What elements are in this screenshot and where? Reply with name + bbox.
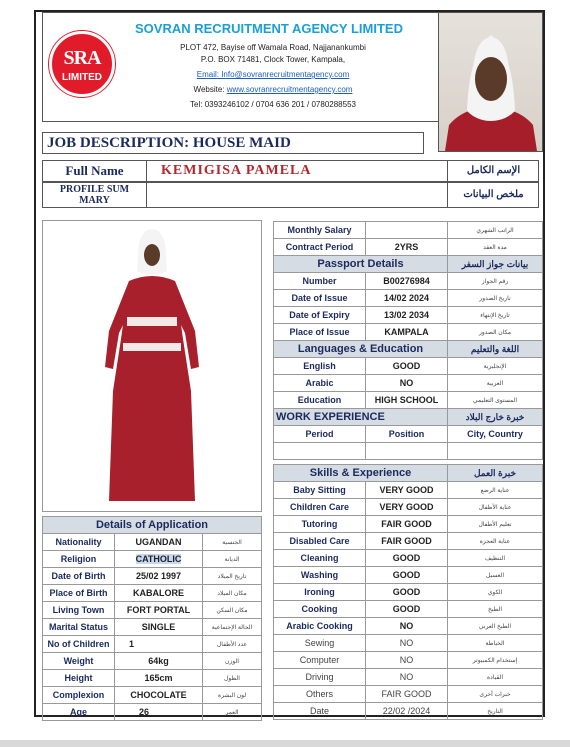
arabic-value: NO xyxy=(366,375,448,392)
height-value: 165cm xyxy=(115,670,203,687)
age-value: 26 xyxy=(115,704,203,721)
agency-website: Website: www.sovranrecruitmentagency.com xyxy=(193,85,353,94)
right-details-table: Monthly Salary الراتب الشهري Contract Period 2YRS مدة العقد Passport Details بيانات جواز السفر Number B00276984 رقم الجواز Date of Issue 14/02 2024 تاريخ الصدور Date of Expiry 13/02 2034 تاريخ الإنتهاء Place of Issue KAMPALA مكان الصدور Languages & Education اللغة والتعليم English GOOD الإنجليزية Arabic NO العربية Education HIGH SCHOOL المستوى التعليمي WORK EXPERIENCE خبرة خارج البلاد Period Position City, Country Skills & Experience خبرة العمل Baby Sitting VERY GOOD عناية الرضع Children Care VERY GOOD عناية الأطفال Tutoring FAIR GOOD تعليم الأطفال Disabled Care FAIR GOOD عناية العجزة Cleaning GOOD التنظيف Washing GOOD الغسيل Ironing GOOD الكوي Cooking GOOD الطبخ Arabic Cooking NO الطبخ العربي Sewing NO الخياطة Computer NO إستخدام الكمبيوتر Driving NO القيادة Others FAIR GOOD خبرات أخرى Date 22/02 /2024 التاريخ xyxy=(273,221,543,720)
skill-value: GOOD xyxy=(366,550,448,567)
candidate-portrait-photo xyxy=(438,12,543,152)
details-table: Details of Application Nationality UGANDAN الجنسية Religion CATHOLIC الديانة Date of Birth 25/02 1997 تاريخ الميلاد Place of Birth KABALORE مكان الميلاد Living Town FORT PORTAL مكان السكن Marital Status SINGLE الحالة الإجتماعية No of Children 1 عدد الأطفال Weight 64kg الوزن Height 165cm الطول Complexion CHOCOLATE لون البشرة Age 26 العمر xyxy=(42,516,262,721)
application-form xyxy=(34,10,545,717)
religion-value: CATHOLIC xyxy=(115,551,203,568)
skill-value: NO xyxy=(366,669,448,686)
skill-value: NO xyxy=(366,635,448,652)
date-value: 22/02 /2024 xyxy=(366,703,448,720)
birthplace-value: KABALORE xyxy=(115,585,203,602)
living-town-value: FORT PORTAL xyxy=(115,602,203,619)
skill-value: GOOD xyxy=(366,601,448,618)
salary-value xyxy=(366,222,448,239)
agency-phone: Tel: 0393246102 / 0704 636 201 / 0780288553 xyxy=(190,100,356,109)
agency-email-link[interactable]: Email: Info@sovranrecruitmentagency.com xyxy=(196,70,350,79)
skill-value: GOOD xyxy=(366,584,448,601)
agency-website-link[interactable]: www.sovranrecruitmentagency.com xyxy=(226,85,353,94)
passport-number-value: B00276984 xyxy=(366,273,448,290)
skill-value: GOOD xyxy=(366,567,448,584)
issue-place-value: KAMPALA xyxy=(366,324,448,341)
english-value: GOOD xyxy=(366,358,448,375)
job-title: JOB DESCRIPTION: HOUSE MAID xyxy=(42,132,424,154)
full-name-row: Full Name KEMIGISA PAMELA الإسم الكامل xyxy=(42,160,539,182)
work-row-empty xyxy=(274,443,366,460)
candidate-name: KEMIGISA PAMELA xyxy=(161,163,312,178)
skill-value: VERY GOOD xyxy=(366,482,448,499)
agency-pobox: P.O. BOX 71481, Clock Tower, Kampala, xyxy=(200,55,346,64)
details-title: Details of Application xyxy=(43,517,262,534)
education-value: HIGH SCHOOL xyxy=(366,392,448,409)
skill-value: NO xyxy=(366,652,448,669)
agency-address: PLOT 472, Bayise off Wamala Road, Najjanankumbi xyxy=(180,43,366,52)
expiry-date-value: 13/02 2034 xyxy=(366,307,448,324)
complexion-value: CHOCOLATE xyxy=(115,687,203,704)
contract-value: 2YRS xyxy=(366,239,448,256)
agency-name: SOVRAN RECRUITMENT AGENCY LIMITED xyxy=(135,21,403,36)
skill-value: FAIR GOOD xyxy=(366,686,448,703)
agency-logo: SRA LIMITED xyxy=(49,31,115,97)
profile-summary-row: PROFILE SUM MARY ملخص البيانات xyxy=(42,182,539,208)
marital-status-value: SINGLE xyxy=(115,619,203,636)
agency-header xyxy=(42,12,468,122)
issue-date-value: 14/02 2024 xyxy=(366,290,448,307)
skill-value: FAIR GOOD xyxy=(366,516,448,533)
skill-value: FAIR GOOD xyxy=(366,533,448,550)
dob-value: 25/02 1997 xyxy=(115,568,203,585)
skill-value: NO xyxy=(366,618,448,635)
candidate-full-body-photo xyxy=(42,220,262,512)
children-value: 1 xyxy=(115,636,203,653)
skill-value: VERY GOOD xyxy=(366,499,448,516)
weight-value: 64kg xyxy=(115,653,203,670)
nationality-value: UGANDAN xyxy=(115,534,203,551)
page-footer-bar xyxy=(0,740,570,747)
